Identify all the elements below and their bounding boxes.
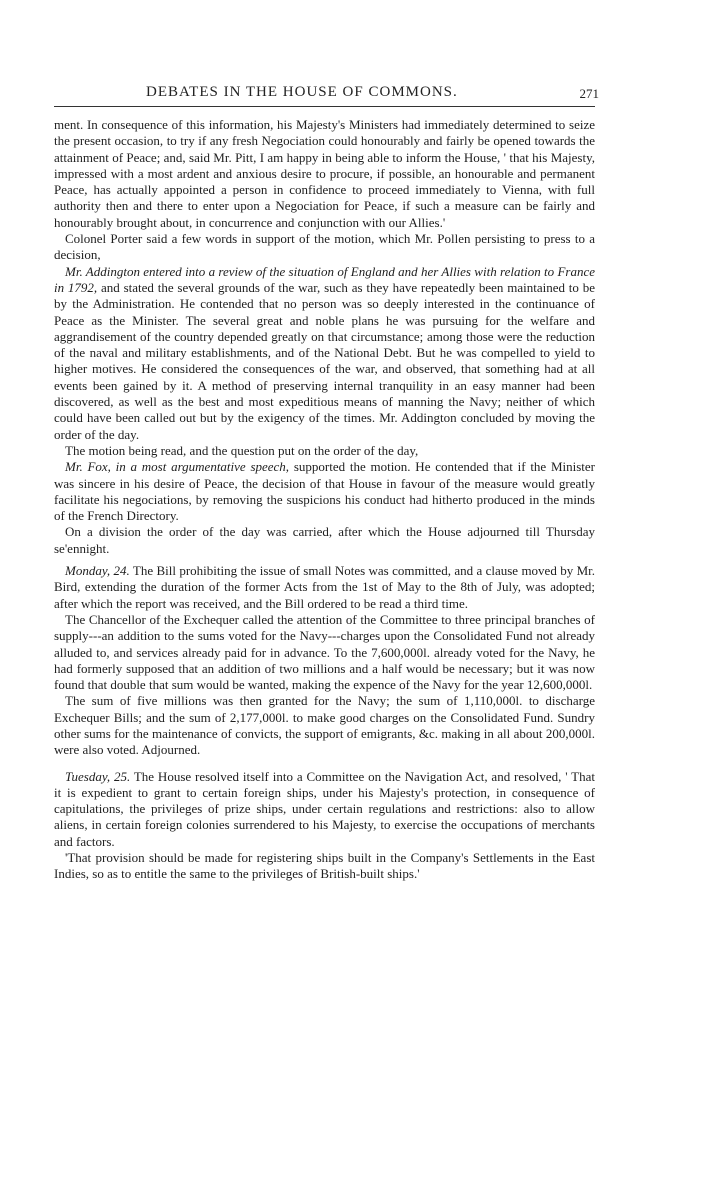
page-title: DEBATES IN THE HOUSE OF COMMONS. [146, 84, 458, 100]
paragraph-text: and stated the several grounds of the war, such as they have repeatedly been maintained to be by the Administration. He contended that no person was so deeply interested in the continuance of Peace as the Minister. The several great and noble plans he was pursuing for the welfare and aggrandisement of the country depended greatly on that circumstance; among those were the reduction of the naval and military establishments, and of the National Debt. But he was compelled to yield to higher motives. He considered the consequences of the war, and observed, that something had at all events been gained by it. A method of preserving internal tranquility in an easy manner had been discovered, as well as the best and most expeditious means of manning the Navy; neither of which could have been called out but by the exigency of the times. Mr. Addington concluded by moving the order of the day. [54, 279, 595, 442]
paragraph-text: ment. In consequence of this information, his Majesty's Ministers had immediately determined to seize the present occasion, to try if any fresh Negociation could honourably and fairly be opened towards the attainment of Peace; and, said Mr. Pitt, I am happy in being able to inform the House, ' that his Majesty, impressed with a most ardent and anxious desire to procure, if possible, an honourable and permanent Peace, has actually appointed a person in confidence to proceed immediately to Vienna, with full authority then and there to enter upon a Negociation for Peace, if such a measure can be fairly and honourably brought about, in concurrence and conjunction with our Allies.' [54, 117, 595, 230]
date-heading: Tuesday, 25. [65, 768, 131, 784]
speaker-intro: Mr. Fox, in a most argumentative speech, [65, 459, 290, 475]
paragraph-text: The Bill prohibiting the issue of small Notes was committed, and a clause moved by Mr. Bird, extending the duration of the former Acts from the 1st of May to the 8th of July, was adopted; after which the report was received, and the Bill ordered to be read a third time. [54, 563, 595, 611]
speaker-intro: Mr. Addington entered into a review of the situation of England and her Allies with relation to France in 1792, [54, 263, 595, 295]
paragraph-text: On a division the order of the day was carried, after which the House adjourned till Thursday se'ennight. [54, 524, 595, 556]
document-page [54, 80, 599, 883]
paragraph-text: Colonel Porter said a few words in support of the motion, which Mr. Pollen persisting to press to a decision, [54, 231, 595, 263]
paragraph-text: supported the motion. He contended that if the Minister was sincere in his desire of Peace, the decision of that House in favour of the measure would greatly facilitate his negociations, by removing the suspicions his conduct had hitherto produced in the minds of the French Directory. [54, 459, 595, 524]
page-number: 271 [579, 86, 599, 101]
paragraph-text: The motion being read, and the question put on the order of the day, [65, 442, 419, 458]
paragraph-text: The sum of five millions was then granted for the Navy; the sum of 1,110,000l. to discharge Exchequer Bills; and the sum of 2,177,000l. to make good charges on the Consolidated Fund. Sundry other sums for the maintenance of convicts, the support of emigrants, &c. making in all about 200,000l. were also voted. Adjourned. [54, 693, 595, 758]
running-header [54, 80, 599, 107]
paragraph-tuesday [54, 769, 595, 850]
paragraph-text: The Chancellor of the Exchequer called the attention of the Committee to three principal branches of supply---an addition to the sums voted for the Navy---charges upon the Consolidated Fund not already alluded to, and services already paid for in advance. To the 7,600,000l. already voted for the Navy, he had formerly supposed that an addition of two millions and a half would be necessary; but it was now found that double that sum would be wanted, making the expence of the Navy for the year 12,600,000l. [54, 611, 595, 693]
paragraph-division [54, 524, 595, 557]
paragraph-porter [54, 231, 595, 264]
paragraph-chancellor [54, 612, 595, 693]
paragraph-addington [54, 264, 595, 443]
date-heading: Monday, 24. [65, 563, 130, 579]
paragraph-fox [54, 459, 595, 524]
paragraph-text: The House resolved itself into a Committee on the Navigation Act, and resolved, ' That it is expedient to grant to certain foreign ships, under his Majesty's protection, in consequence of capitulations, the privileges of prize ships, under certain regulations and restrictions: also to allow aliens, in certain foreign colonies surrendered to his Majesty, to exercise the occupations of merchants and factors. [54, 768, 595, 849]
paragraph-continuation [54, 117, 595, 231]
paragraph-text: 'That provision should be made for registering ships built in the Company's Settlements in the East Indies, so as to entitle the same to the privileges of British-built ships.' [54, 850, 595, 882]
paragraph-provision [54, 850, 595, 883]
paragraph-motion-read [54, 443, 595, 459]
paragraph-monday [54, 563, 595, 612]
paragraph-navy-grant [54, 693, 595, 758]
